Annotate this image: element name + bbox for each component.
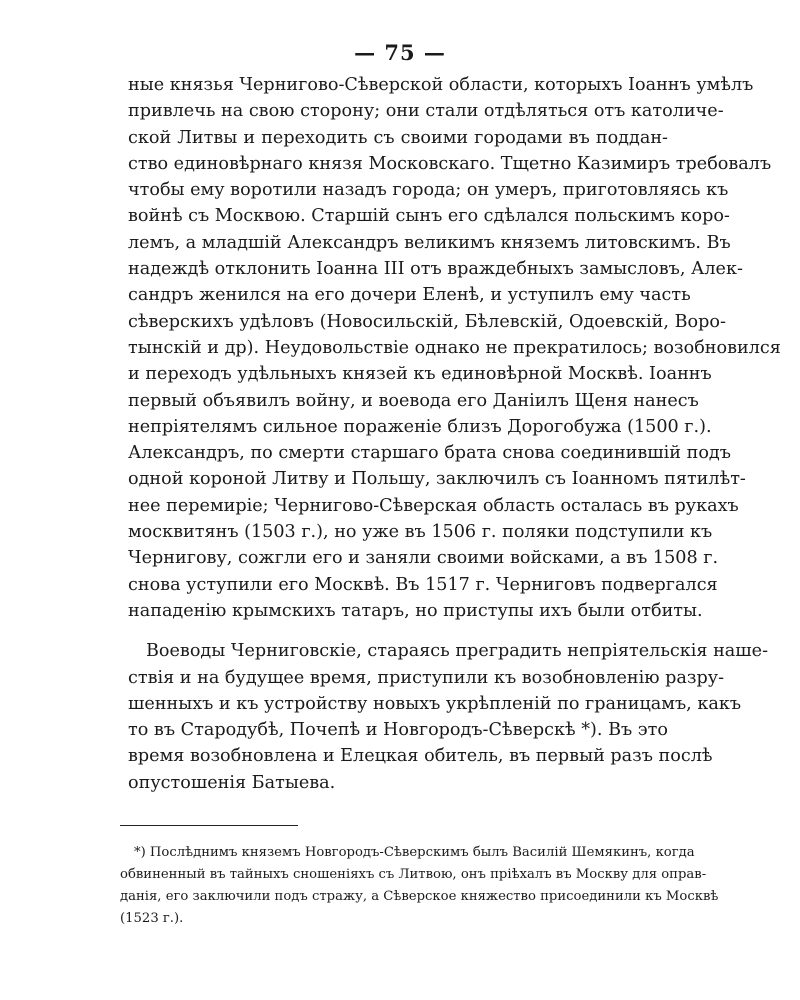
text-line: привлечь на свою сторону; они стали отдѣляться отъ католиче- — [128, 101, 724, 122]
text-line: сѣверскихъ удѣловъ (Новосильскій, Бѣлевскій, Одоевскій, Воро- — [128, 311, 726, 332]
page-number: — 75 — — [354, 40, 446, 65]
text-line: Александръ, по смерти старшаго брата снова соединившій подъ — [128, 443, 731, 464]
text-line: первый объявилъ войну, и воевода его Даніилъ Щеня нанесъ — [128, 390, 699, 411]
footnote-line: данія, его заключили подъ стражу, а Сѣверское княжество присоединили къ Москвѣ — [120, 889, 719, 904]
text-line: время возобновлена и Елецкая обитель, въ первый разъ послѣ — [128, 746, 713, 767]
text-line: сандръ женился на его дочери Еленѣ, и уступилъ ему часть — [128, 285, 691, 306]
body-text — [128, 72, 781, 796]
text-line: нее перемиріе; Черниговo-Сѣверская область осталась въ рукахъ — [128, 495, 739, 516]
footnote-line: обвиненный въ тайныхъ сношеніяхъ съ Литвою, онъ пріѣхалъ въ Москву для оправ- — [120, 867, 707, 882]
text-line: опустошенія Батыева. — [128, 772, 336, 793]
text-line: Воеводы Черниговскіе, стараясь преградить непріятельскія наше- — [146, 641, 769, 662]
text-line: нападенію крымскихъ татаръ, но приступы ихъ были отбиты. — [128, 600, 703, 621]
text-line: ство единовѣрнаго князя Московскаго. Тщетно Казимиръ требовалъ — [128, 153, 772, 174]
text-line: и переходъ удѣльныхъ князей къ единовѣрной Москвѣ. Іоаннъ — [128, 364, 712, 385]
text-line: москвитянъ (1503 г.), но уже въ 1506 г. поляки подступили къ — [128, 522, 713, 543]
text-line: чтобы ему воротили назадъ города; он умеръ, приготовляясь къ — [128, 180, 729, 201]
text-line: войнѣ съ Москвою. Старшій сынъ его сдѣлался польскимъ коро- — [128, 206, 730, 227]
footnote-divider — [120, 825, 298, 826]
text-line: ствія и на будущее время, приступили къ возобновленію разру- — [128, 667, 725, 688]
text-line: непріятелямъ сильное пораженіе близъ Дорогобужа (1500 г.). — [128, 416, 712, 437]
text-line: ской Литвы и переходить съ своими городами въ поддан- — [128, 127, 668, 148]
text-line: снова уступили его Москвѣ. Въ 1517 г. Черниговъ подвергался — [128, 574, 718, 595]
text-line: одной короной Литву и Польшу, заключилъ съ Іоанномъ пятилѣт- — [128, 469, 746, 490]
text-line: надеждѣ отклонить Іоанна III отъ враждебныхъ замысловъ, Алек- — [128, 259, 743, 280]
footnote-line: *) Послѣднимъ княземъ Новгородъ-Сѣверскимъ былъ Василій Шемякинъ, когда — [134, 845, 695, 860]
footnote — [120, 842, 719, 930]
footnote-line: (1523 г.). — [120, 911, 184, 926]
paragraph-2 — [128, 638, 769, 796]
text-line: Чернигову, сожгли его и заняли своими войсками, а въ 1508 г. — [128, 548, 719, 569]
paragraph-1 — [128, 72, 781, 624]
text-line: то въ Стародубѣ, Почепѣ и Новгородъ-Сѣверскѣ *). Въ это — [128, 720, 668, 741]
text-line: ные князья Черниговo-Сѣверской области, которыхъ Іоаннъ умѣлъ — [128, 75, 754, 95]
text-line: лемъ, а младшій Александръ великимъ княземъ литовскимъ. Въ — [128, 232, 731, 253]
text-line: тынскій и др). Неудовольствіе однако не прекратилось; возобновился — [128, 337, 781, 358]
text-line: шенныхъ и къ устройству новыхъ укрѣпленій по границамъ, какъ — [128, 693, 742, 714]
